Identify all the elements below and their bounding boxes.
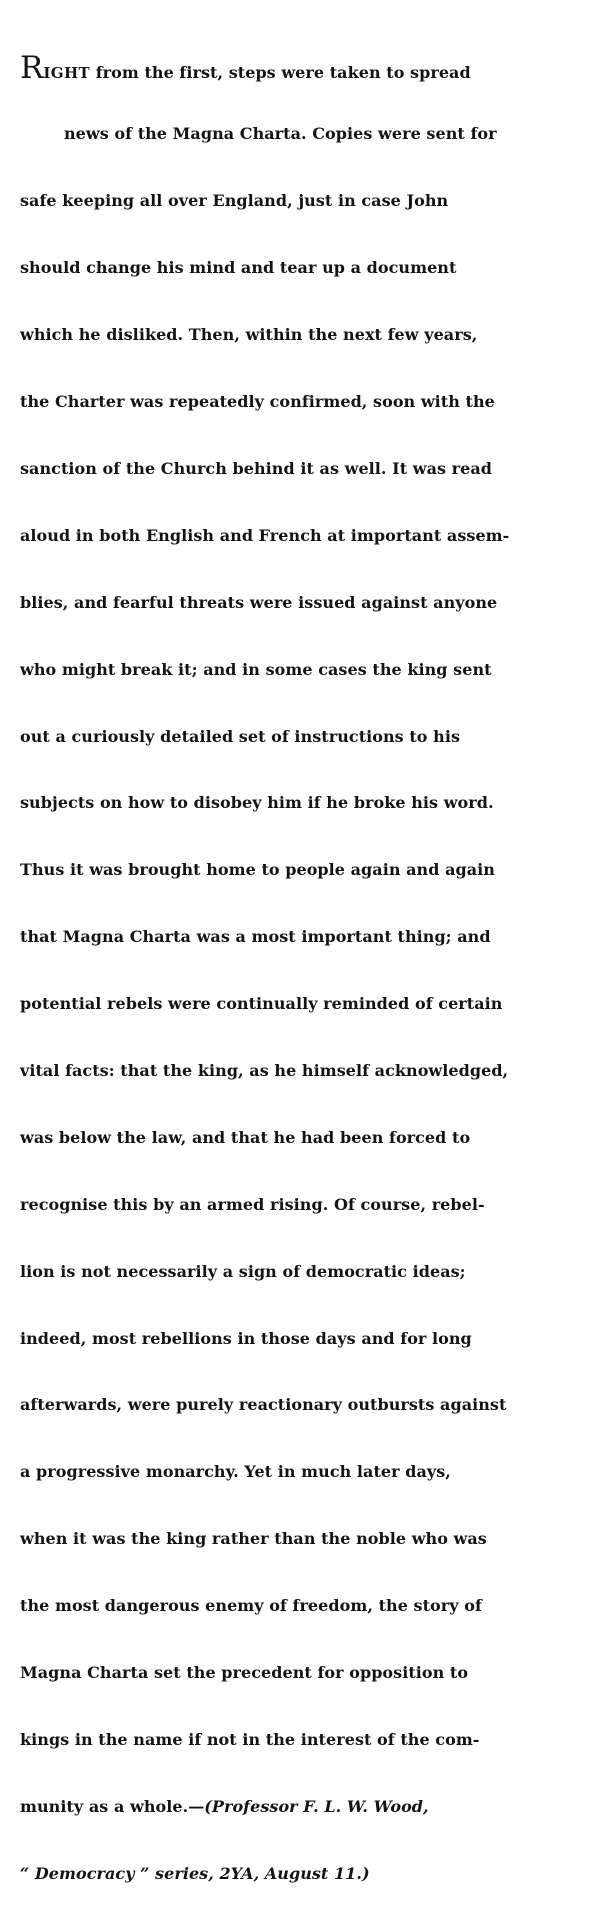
attribution-source: “ Democracy ” series, 2YA, August 11.) xyxy=(20,1863,370,1883)
article-line: news of the Magna Charta. Copies were sent for xyxy=(64,124,497,144)
article-line: afterwards, were purely reactionary outbursts against xyxy=(20,1395,507,1415)
first-word-rest: IGHT xyxy=(43,63,91,82)
article-line: indeed, most rebellions in those days and for long xyxy=(20,1328,472,1348)
article-line: vital facts: that the king, as he himself acknowledged, xyxy=(20,1060,509,1080)
article-line: the most dangerous enemy of freedom, the story of xyxy=(20,1596,482,1616)
article-line: Thus it was brought home to people again and again xyxy=(20,860,495,880)
article-line: recognise this by an armed rising. Of course, rebel- xyxy=(20,1194,485,1214)
article-line: should change his mind and tear up a document xyxy=(20,258,457,278)
article-line: lion is not necessarily a sign of democratic ideas; xyxy=(20,1261,466,1281)
article-line: which he disliked. Then, within the next few years, xyxy=(20,325,478,345)
article-line: the Charter was repeatedly confirmed, soon with the xyxy=(20,392,495,412)
article-line: out a curiously detailed set of instructions to his xyxy=(20,726,461,746)
article-line: aloud in both English and French at important assem- xyxy=(20,525,510,545)
article-line: a progressive monarchy. Yet in much later days, xyxy=(20,1462,451,1482)
article-line-last xyxy=(20,1796,600,1818)
article-line: was below the law, and that he had been forced to xyxy=(20,1127,471,1147)
attribution-author: (Professor F. L. W. Wood, xyxy=(204,1796,429,1816)
article-line: potential rebels were continually reminded of certain xyxy=(20,994,503,1014)
article-line: subjects on how to disobey him if he broke his word. xyxy=(20,793,494,813)
drop-cap: R xyxy=(20,49,44,86)
article-body xyxy=(20,12,600,1930)
article-line: who might break it; and in some cases the king sent xyxy=(20,659,492,679)
article-line: Magna Charta set the precedent for opposition to xyxy=(20,1662,469,1682)
article-line-1 xyxy=(20,49,600,86)
article-line: when it was the king rather than the noble who was xyxy=(20,1529,487,1549)
article-line: that Magna Charta was a most important thing; and xyxy=(20,927,491,947)
article-line: kings in the name if not in the interest of the com- xyxy=(20,1729,480,1749)
last-line-text: munity as a whole.— xyxy=(20,1796,205,1816)
article-line: safe keeping all over England, just in case John xyxy=(20,191,449,211)
article-line: blies, and fearful threats were issued against anyone xyxy=(20,592,498,612)
article-line: sanction of the Church behind it as well. It was read xyxy=(20,458,493,478)
first-line-text: from the first, steps were taken to spread xyxy=(90,62,471,82)
